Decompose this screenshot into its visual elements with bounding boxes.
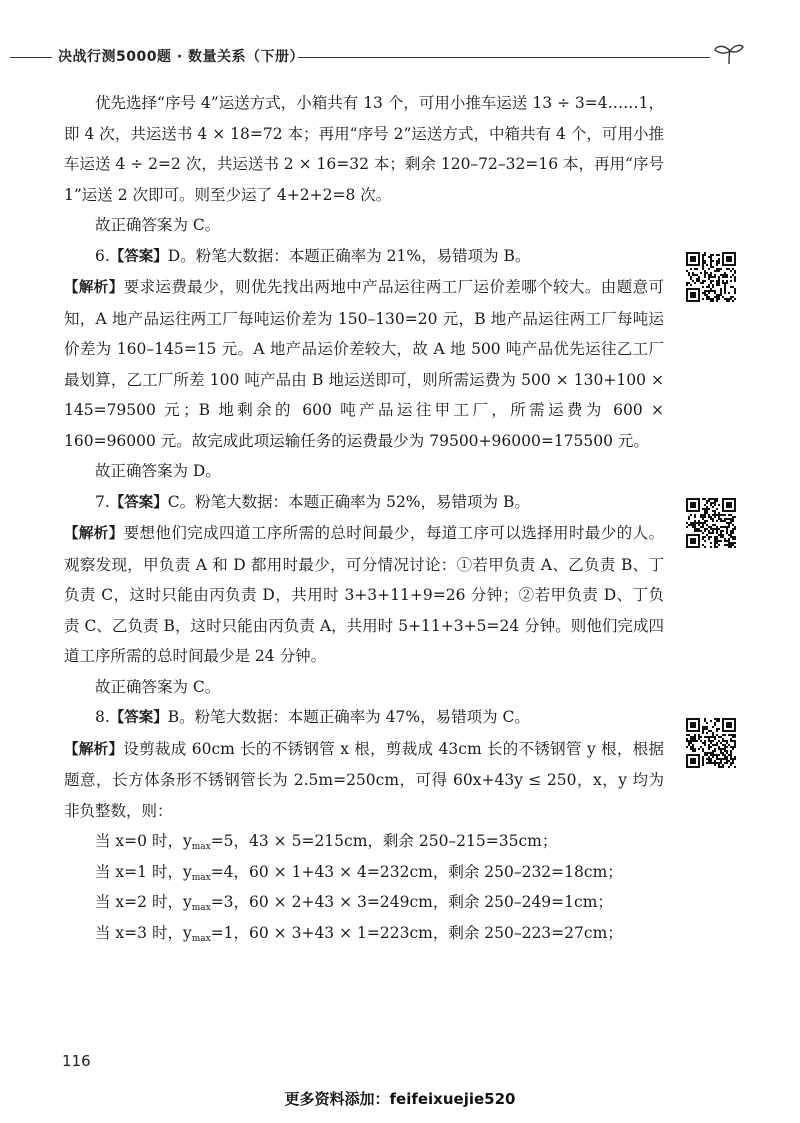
- case-sub: max: [191, 903, 211, 913]
- case-post: =3，60 × 2+43 × 3=249cm，剩余 250–249=1cm；: [210, 893, 613, 911]
- q7-answer-text: C。粉笔大数据：本题正确率为 52%，易错项为 B。: [167, 492, 530, 511]
- q8-analysis-label: 【解析】: [64, 741, 124, 758]
- q8-answer: [64, 702, 664, 734]
- q7-analysis: [64, 518, 664, 672]
- qr-code-icon[interactable]: [686, 498, 736, 548]
- q8-answer-label: 【答案】: [109, 710, 168, 726]
- q7-answer-label: 【答案】: [109, 494, 168, 511]
- case-post: =1，60 × 3+43 × 1=223cm，剩余 250–223=27cm；: [210, 923, 623, 942]
- intro-paragraph: 优先选择“序号 4”运送方式，小箱共有 13 个，可用小推车运送 13 ÷ 3=4……1，即 4 次，共运送书 4 × 18=72 本；再用“序号 2”运送方式，中箱共有 4 个，可用小推车运送 4 ÷ 2=2 次，共运送书 2 × 16=32 本；剩余 120–72–32=16 本，再用“序号 1”运送 2 次即可。则至少运了 4+2+2=8 次。: [64, 94, 664, 204]
- sprout-icon: [712, 42, 746, 66]
- q6-answer-text: D。粉笔大数据：本题正确率为 21%，易错项为 B。: [167, 246, 531, 265]
- page-number: 116: [62, 1052, 91, 1070]
- case-pre: 当 x=2 时，y: [95, 893, 192, 911]
- q5-conclusion: 故正确答案为 C。: [95, 216, 221, 234]
- header-rule-right: [298, 57, 710, 58]
- q7-analysis-text: 要想他们完成四道工序所需的总时间最少，每道工序可以选择用时最少的人。观察发现，甲负责 A 和 D 都用时最少，可分情况讨论：①若甲负责 A、乙负责 B、丁负责 C，这时只能由丙负责 D，共用时 3+3+11+9=26 分钟；②若甲负责 D、丁负责 C、乙负责 B，这时只能由丙负责 A，共用时 5+11+3+5=24 分钟。则他们完成四道工序所需的总时间最少是 24 分钟。: [64, 524, 664, 665]
- q6-answer: [64, 241, 664, 273]
- q6-conclusion: 故正确答案为 D。: [95, 462, 221, 480]
- q8-analysis-text: 设剪裁成 60cm 长的不锈钢管 x 根，剪裁成 43cm 长的不锈钢管 y 根，根据题意，长方体条形不锈钢管长为 2.5m=250cm，可得 60x+43y ≤ 250，x，y 均为非负整数，则：: [64, 739, 664, 820]
- case-pre: 当 x=0 时，y: [95, 832, 192, 850]
- case-sub: max: [191, 933, 211, 944]
- q7-analysis-label: 【解析】: [64, 526, 124, 542]
- qr-code-icon[interactable]: [686, 252, 736, 302]
- q6-number: 6.: [95, 246, 110, 265]
- q6-analysis-label: 【解析】: [64, 280, 124, 296]
- q6-analysis-text: 要求运费最少，则优先找出两地中产品运往两工厂运价差哪个较大。由题意可知，A 地产品运往两工厂每吨运价差为 150–130=20 元，B 地产品运往两工厂每吨运价差为 160–145=15 元。A 地产品运价差较大，故 A 地 500 吨产品优先运往乙工厂最划算，乙工厂所差 100 吨产品由 B 地运送即可，则所需运费为 500 × 130+100 × 145=79500 元；B 地剩余的 600 吨产品运往甲工厂，所需运费为 600 × 160=96000 元。故完成此项运输任务的运费最少为 79500+96000=175500 元。: [64, 278, 664, 450]
- q7-number: 7.: [95, 492, 110, 511]
- q7-answer: [64, 487, 664, 519]
- footer-note: 更多资料添加：feifeixuejie520: [284, 1090, 516, 1108]
- header-rule-left: [10, 57, 52, 58]
- book-title: 决战行测5000题 · 数量关系（下册）: [58, 49, 305, 65]
- q8-answer-text: B。粉笔大数据：本题正确率为 47%，易错项为 C。: [167, 708, 530, 726]
- case-sub: max: [191, 842, 211, 852]
- case-pre: 当 x=3 时，y: [95, 923, 192, 942]
- qr-code-graphic: [686, 252, 736, 302]
- q7-conclusion: 故正确答案为 C。: [95, 677, 221, 696]
- case-post: =5，43 × 5=215cm，剩余 250–215=35cm；: [210, 832, 558, 850]
- page-body: [64, 88, 664, 948]
- q8-number: 8.: [95, 708, 110, 726]
- q8-case-0: [64, 826, 664, 857]
- q8-analysis: [64, 734, 664, 827]
- q8-case-3: [64, 918, 664, 949]
- case-post: =4，60 × 1+43 × 4=232cm，剩余 250–232=18cm；: [210, 862, 623, 881]
- case-sub: max: [191, 872, 211, 883]
- q8-case-2: [64, 887, 664, 918]
- q6-answer-label: 【答案】: [109, 248, 168, 265]
- q8-case-1: [64, 857, 664, 888]
- qr-code-graphic: [686, 718, 736, 768]
- qr-code-icon[interactable]: [686, 718, 736, 768]
- qr-code-graphic: [686, 498, 736, 548]
- case-pre: 当 x=1 时，y: [95, 862, 192, 881]
- running-header: [0, 36, 800, 76]
- q6-analysis: [64, 272, 664, 456]
